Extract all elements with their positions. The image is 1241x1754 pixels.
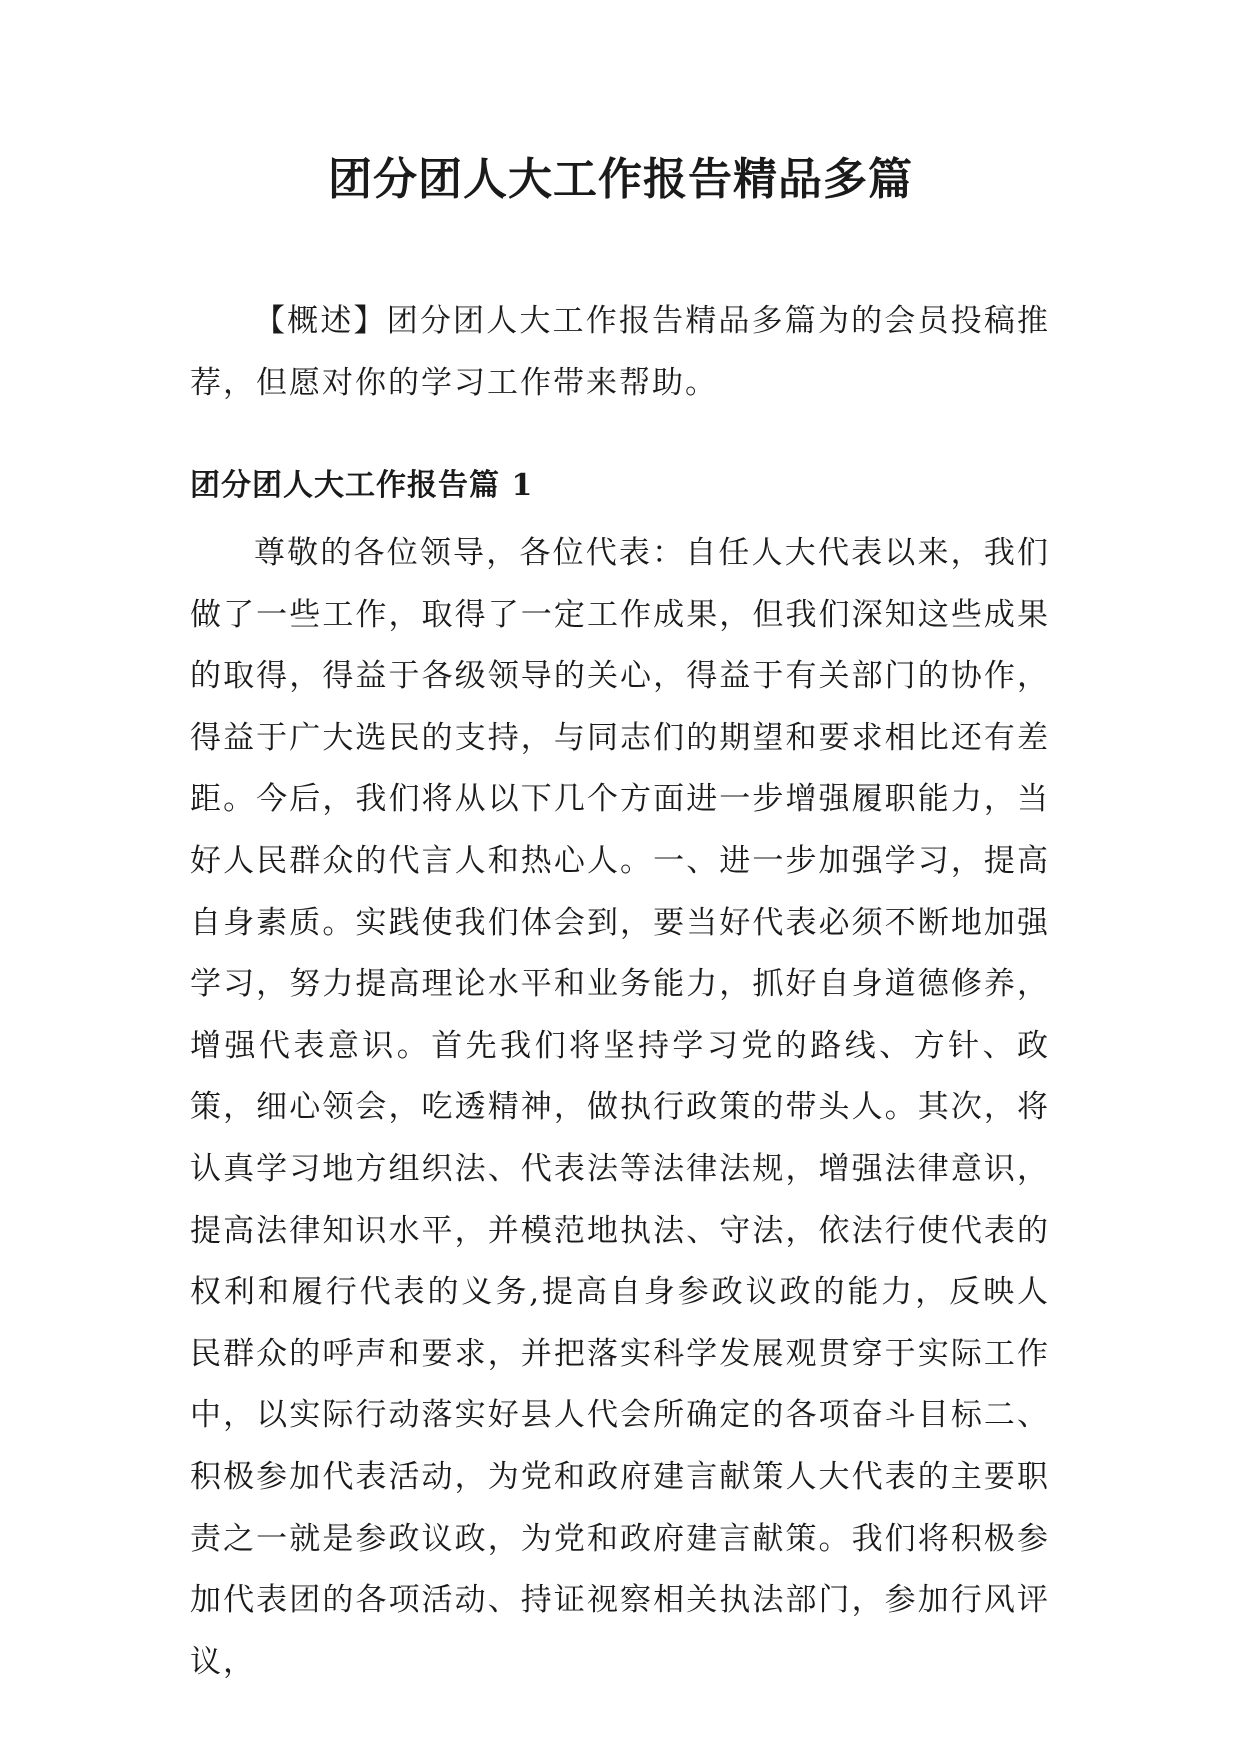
page-title: 团分团人大工作报告精品多篇 bbox=[328, 154, 913, 205]
section-body-paragraph: 尊敬的各位领导，各位代表：自任人大代表以来，我们做了一些工作，取得了一定工作成果，但我们深知这些成果的取得，得益于各级领导的关心，得益于有关部门的协作，得益于广大选民的支持，与同志们的期望和要求相比还有差距。今后，我们将从以下几个方面进一步增强履职能力，当好人民群众的代言人和热心人。一、进一步加强学习，提高自身素质。实践使我们体会到，要当好代表必须不断地加强学习，努力提高理论水平和业务能力，抓好自身道德修养，增强代表意识。首先我们将坚持学习党的路线、方针、政策，细心领会，吃透精神，做执行政策的带头人。其次，将认真学习地方组织法、代表法等法律法规，增强法律意识，提高法律知识水平，并模范地执法、守法，依法行使代表的权利和履行代表的义务,提高自身参政议政的能力，反映人民群众的呼声和要求，并把落实科学发展观贯穿于实际工作中，以实际行动落实好县人代会所确定的各项奋斗目标二、积极参加代表活动，为党和政府建言献策人大代表的主要职责之一就是参政议政，为党和政府建言献策。我们将积极参加代表团的各项活动、持证视察相关执法部门，参加行风评议， bbox=[190, 535, 1050, 1680]
section-heading: 团分团人大工作报告篇 1 bbox=[190, 468, 534, 503]
summary-paragraph: 【概述】团分团人大工作报告精品多篇为的会员投稿推荐，但愿对你的学习工作带来帮助。 bbox=[190, 303, 1050, 401]
